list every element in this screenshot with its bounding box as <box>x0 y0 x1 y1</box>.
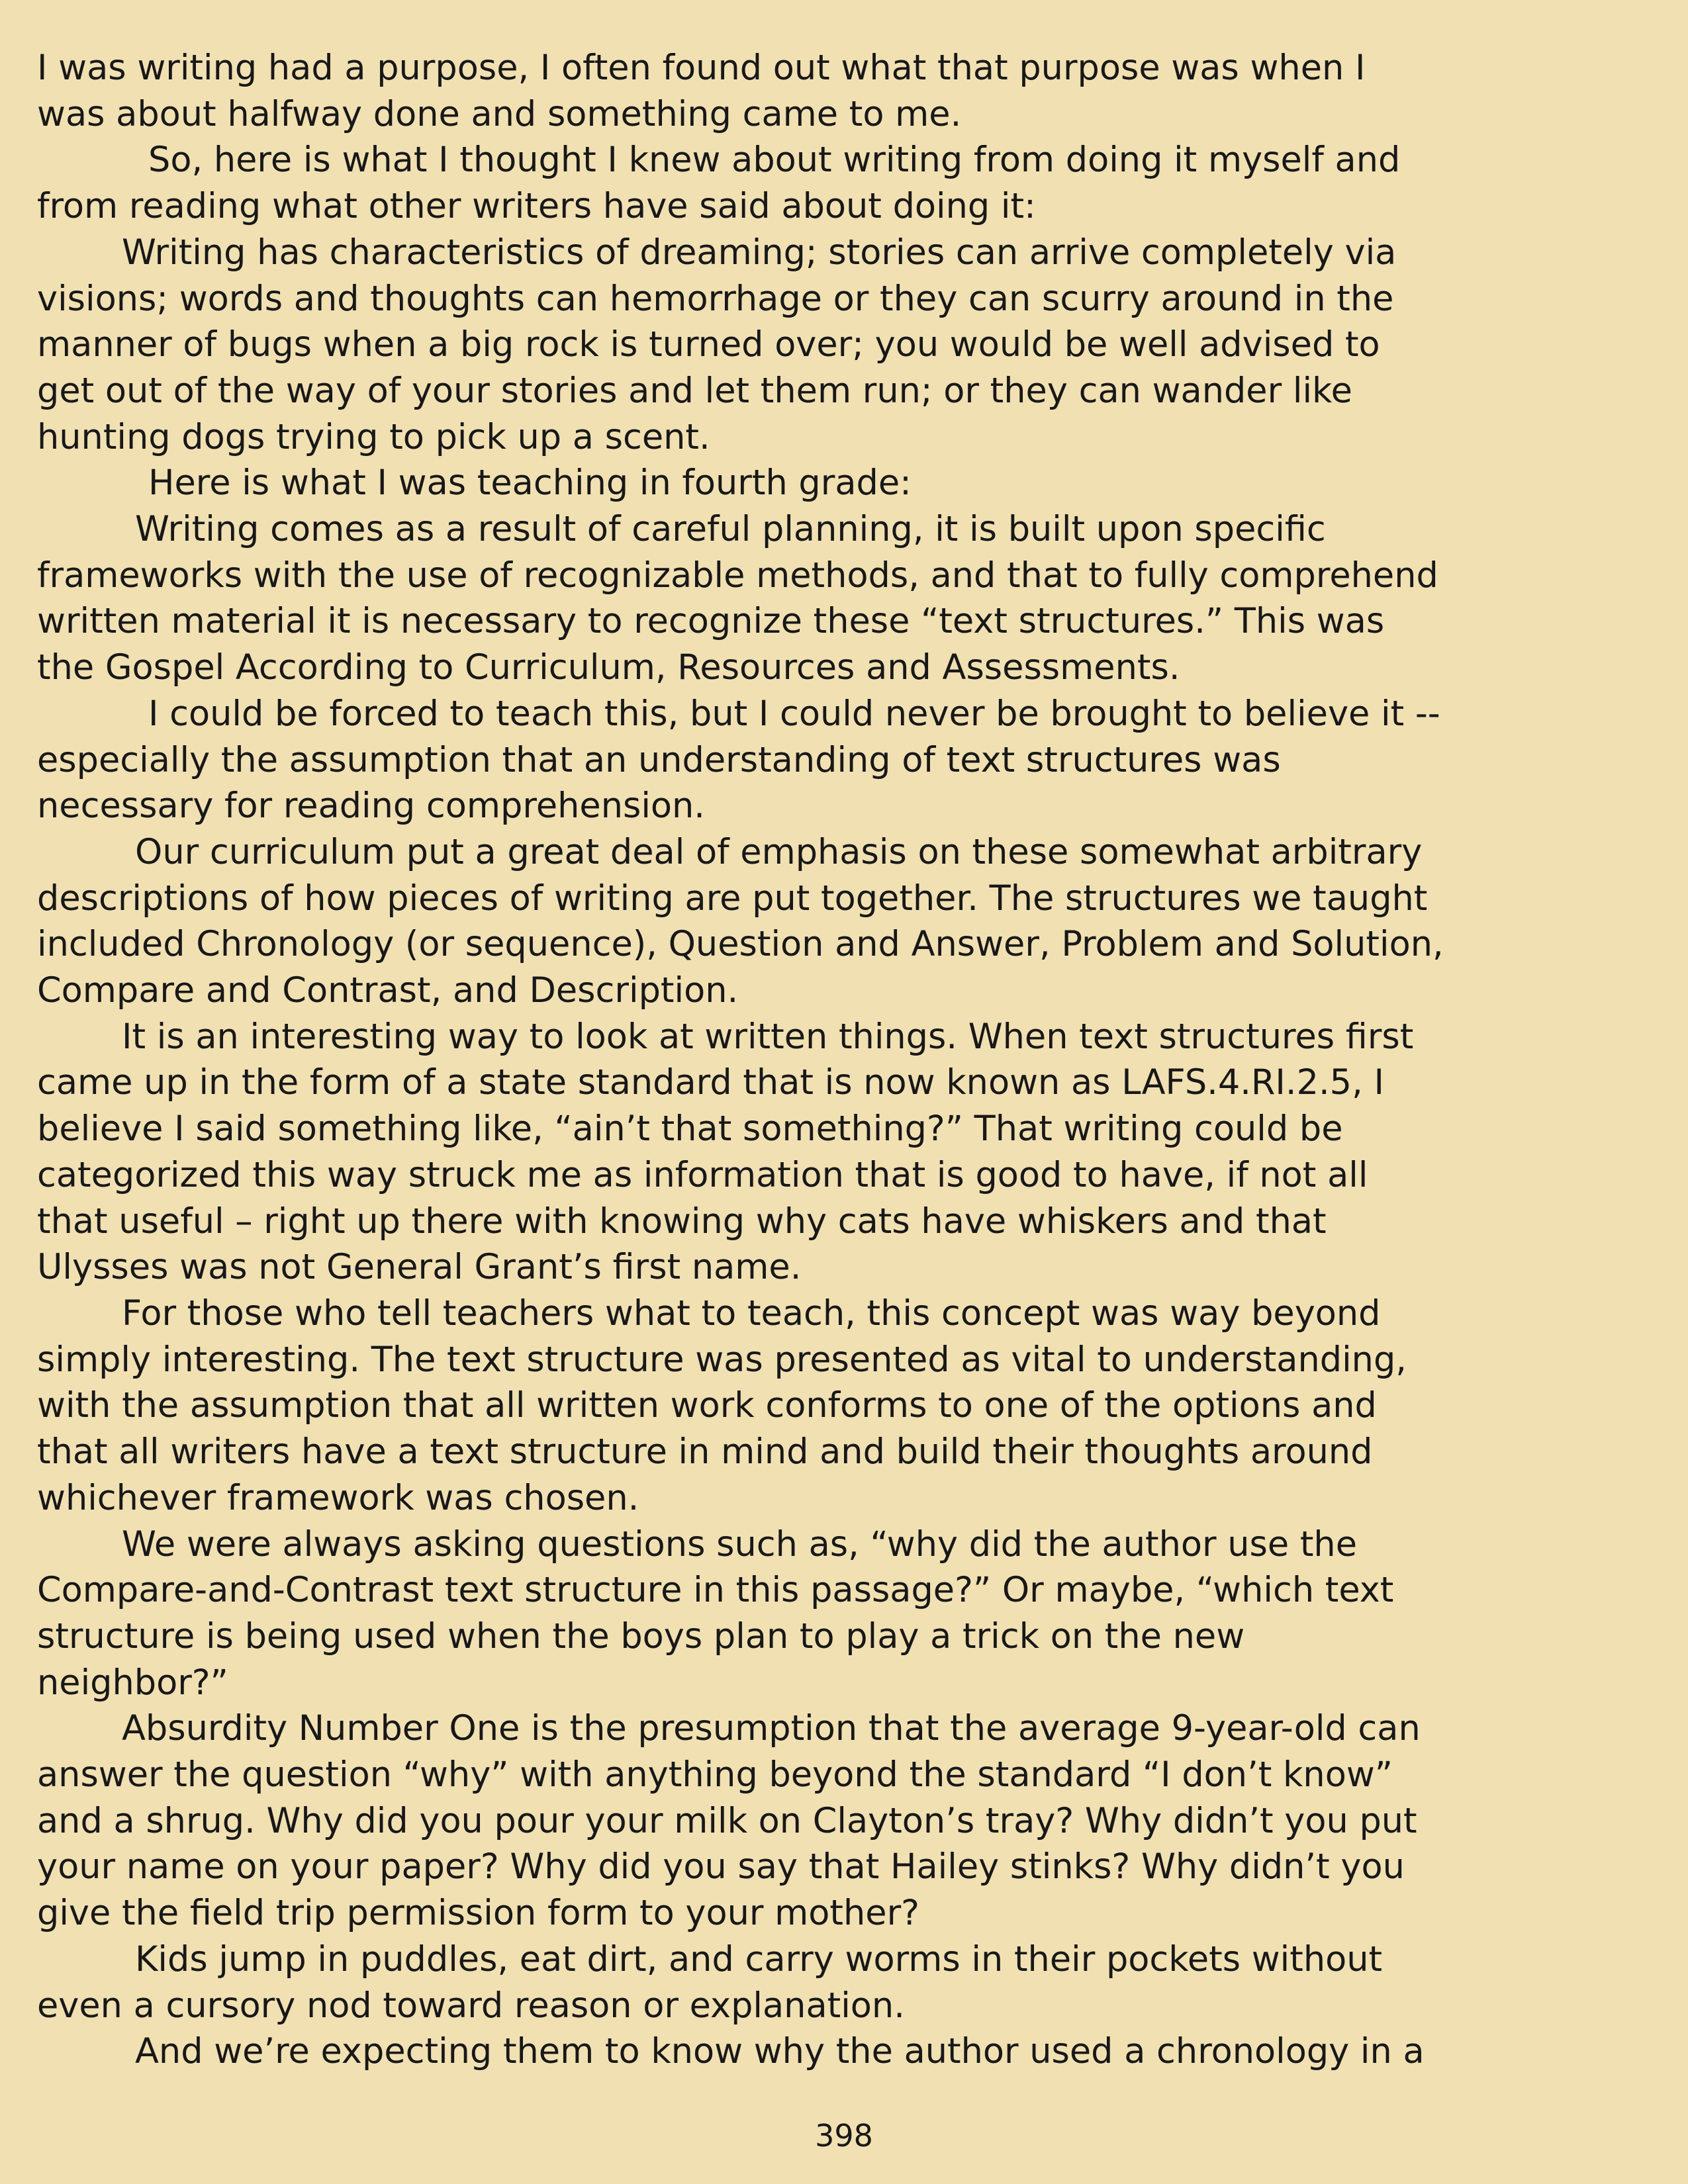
paragraph-7: Our curriculum put a great deal of emphasis on these somewhat arbitrary descriptions of how pieces of writing are put together. The structures we taught included Chronology (or sequence), Question and Answer, Problem and Solution, Compare and Contrast, and Description. <box>37 831 1444 1011</box>
page-body <box>37 45 1652 2075</box>
page-number: 398 <box>815 2118 873 2154</box>
paragraph-1: I was writing had a purpose, I often found out what that purpose was when I was about halfway done and something came to me. <box>37 48 1366 134</box>
paragraph-10: We were always asking questions such as, “why did the author use the Compare-and-Contrast text structure in this passage?” Or maybe, “which text structure is being used when the boys plan to play a trick on the new neighbor?” <box>37 1524 1394 1703</box>
paragraph-3: Writing has characteristics of dreaming; stories can arrive completely via visions; words and thoughts can hemorrhage or they can scurry around in the manner of bugs when a big rock is turned over; you would be well advised to get out of the way of your stories and let them run; or they can wander like hunting dogs trying to pick up a scent. <box>37 232 1397 457</box>
paragraph-2: So, here is what I thought I knew about writing from doing it myself and from reading what other writers have said about doing it: <box>37 140 1401 227</box>
paragraph-13: And we’re expecting them to know why the author used a chronology in a <box>135 2031 1425 2072</box>
paragraph-5: Writing comes as a result of careful planning, it is built upon specific frameworks with the use of recognizable methods, and that to fully comprehend written material it is necessary to recognize these “text structures.” This was the Gospel According to Curriculum, Resources and Assessments. <box>37 509 1438 688</box>
paragraph-12: Kids jump in puddles, eat dirt, and carry worms in their pockets without even a cursory nod toward reason or explanation. <box>37 1938 1383 2026</box>
paragraph-8: It is an interesting way to look at written things. When text structures first came up in the form of a state standard that is now known as LAFS.4.RI.2.5, I believe I said something like, “ain’t that something?” That writing could be categorized this way struck me as information that is good to have, if not all that useful – right up there with knowing why cats have whiskers and that Ulysses was not General Grant’s first name. <box>37 1016 1414 1288</box>
paragraph-9: For those who tell teachers what to teach, this concept was way beyond simply interesting. The text structure was presented as vital to understanding, with the assumption that all written work conforms to one of the options and that all writers have a text structure in mind and build their thoughts around whichever framework was chosen. <box>37 1293 1407 1518</box>
paragraph-11: Absurdity Number One is the presumption that the average 9-year-old can answer the question “why” with anything beyond the standard “I don’t know” and a shrug. Why did you pour your milk on Clayton’s tray? Why didn’t you put your name on your paper? Why did you say that Hailey stinks? Why didn’t you give the field trip permission form to your mother? <box>37 1708 1421 1934</box>
paragraph-4: Here is what I was teaching in fourth grade: <box>148 463 912 504</box>
paragraph-6: I could be forced to teach this, but I could never be brought to believe it -- especially the assumption that an understanding of text structures was necessary for reading comprehension. <box>37 693 1440 827</box>
